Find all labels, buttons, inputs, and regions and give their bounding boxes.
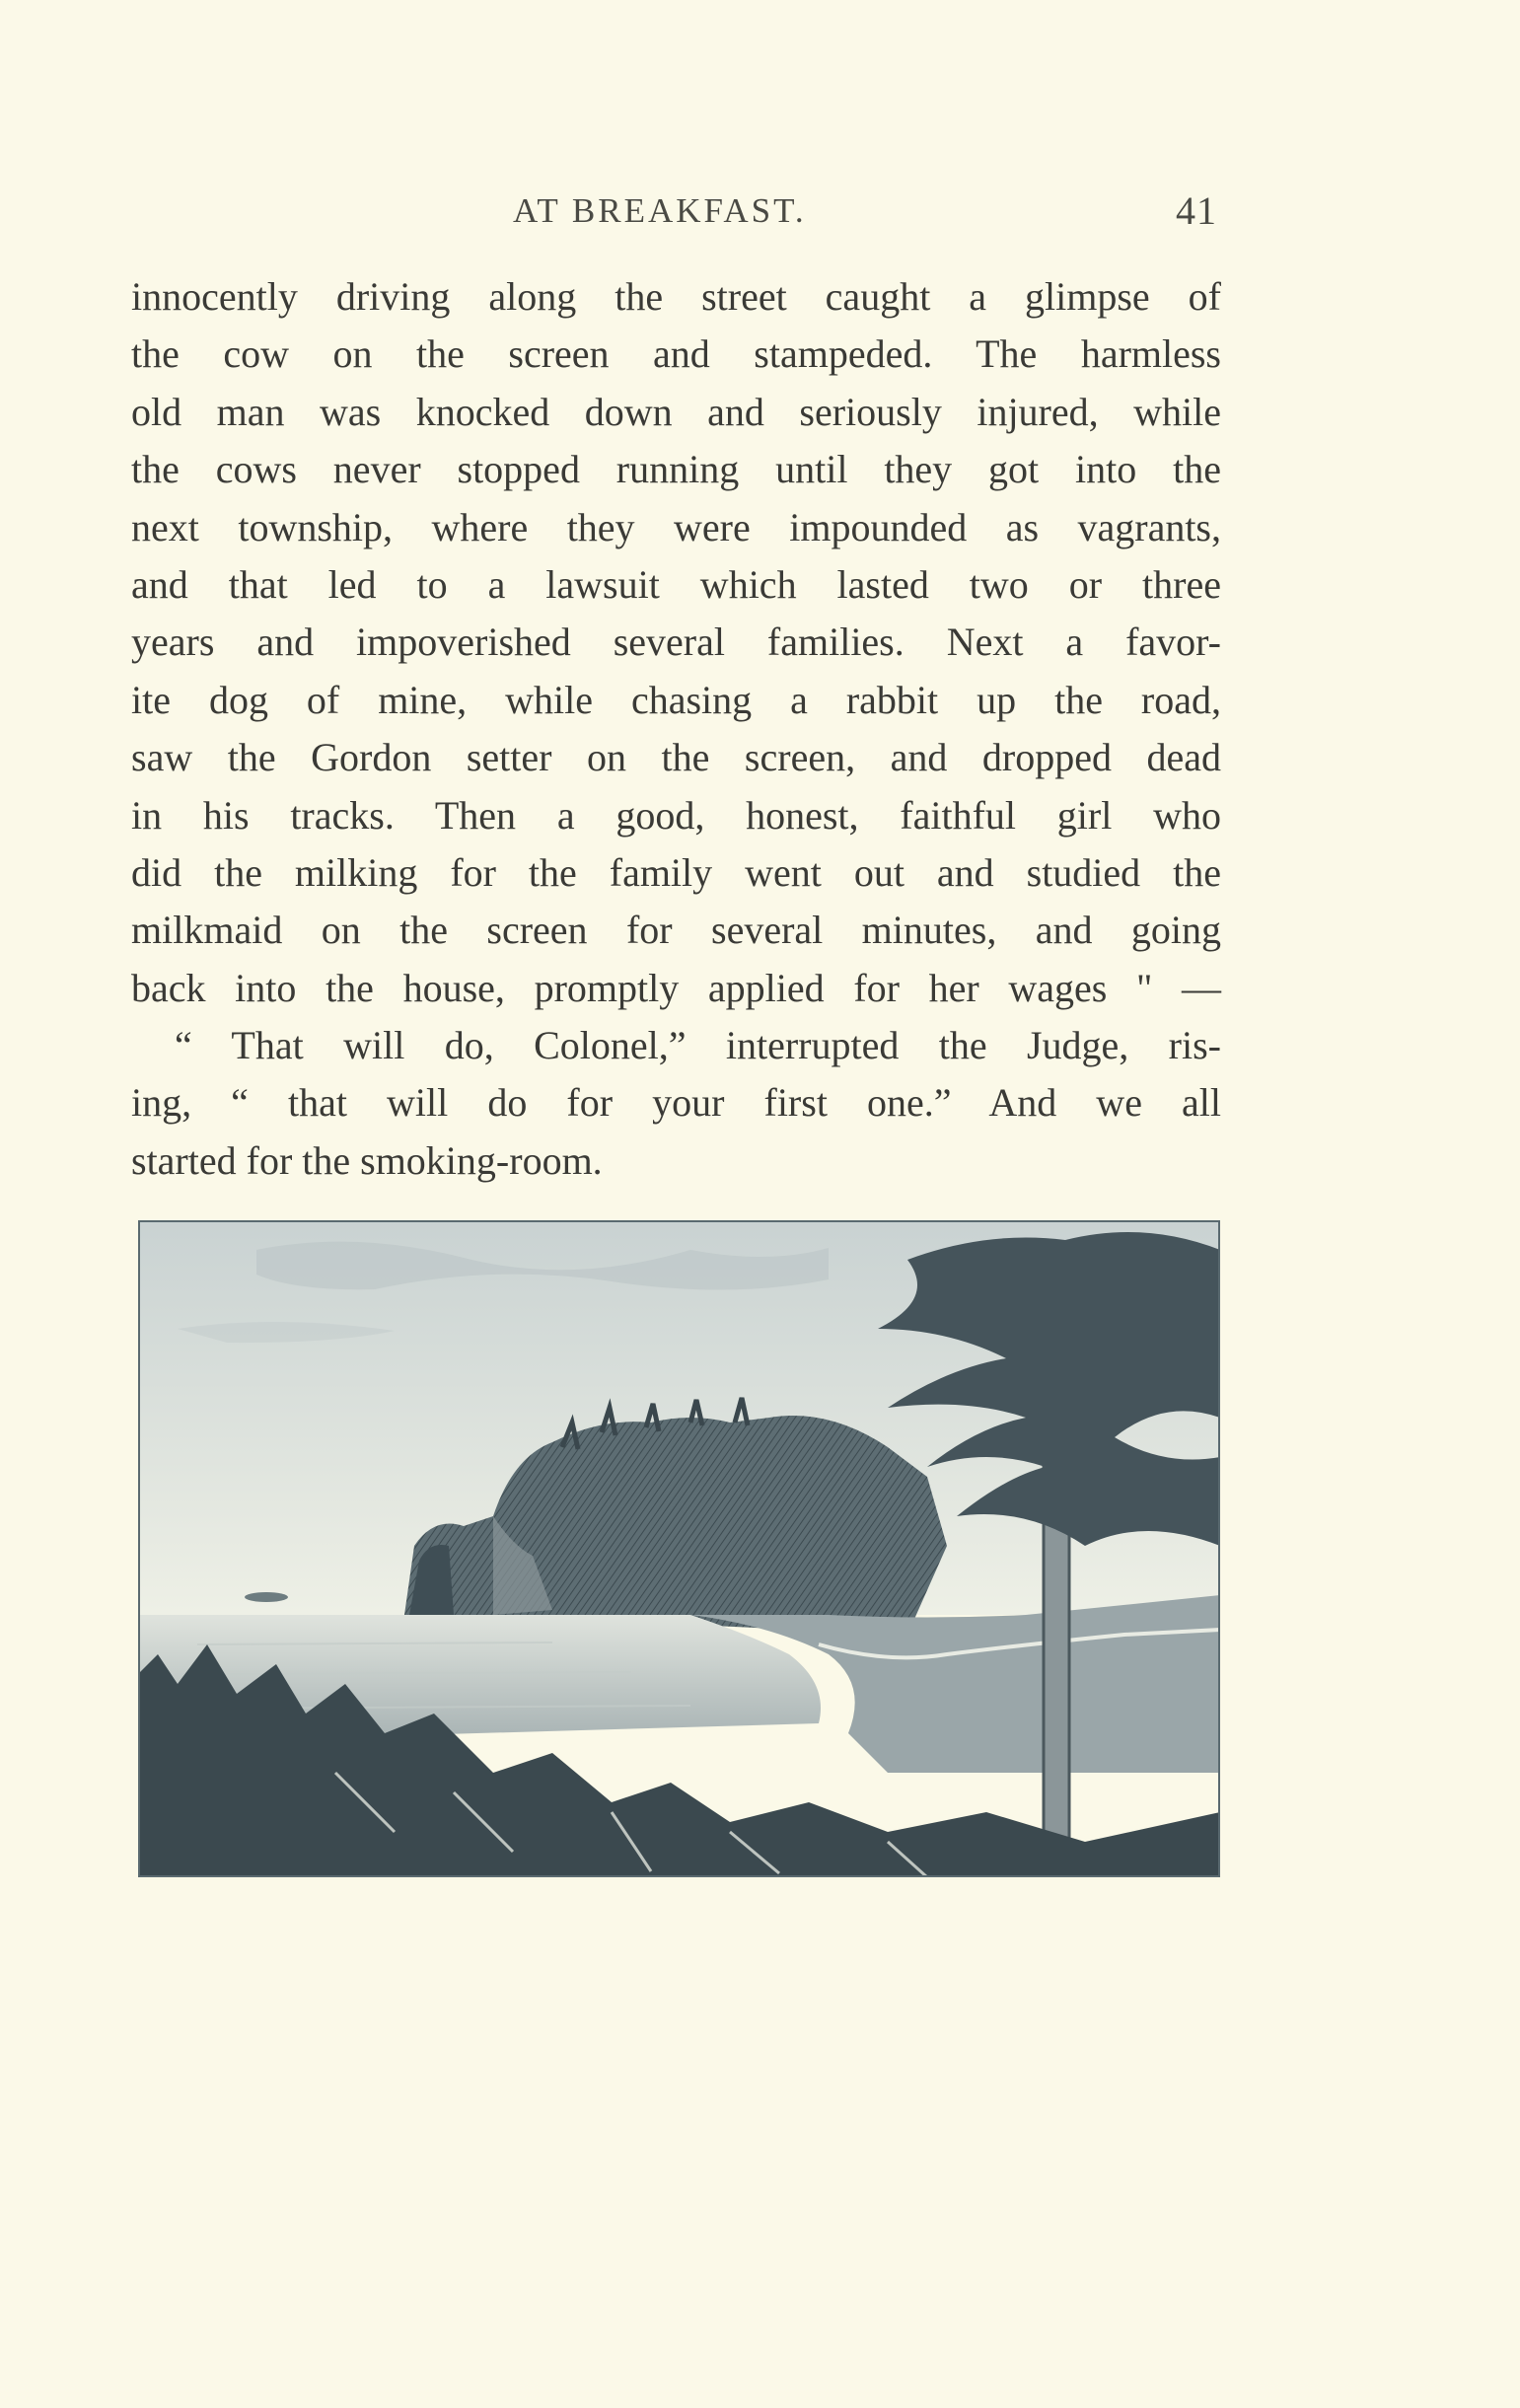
- text-line: did the milking for the family went out and studied the: [131, 849, 1221, 895]
- text-line: old man was knocked down and seriously injured, while: [131, 389, 1221, 434]
- coastal-landscape-engraving: [138, 1220, 1220, 1877]
- engraving-svg: [138, 1220, 1220, 1877]
- text-line: the cow on the screen and stampeded. The harmless: [131, 331, 1221, 377]
- running-head: AT BREAKFAST.: [513, 191, 807, 230]
- text-line: back into the house, promptly applied for her wages " —: [131, 965, 1221, 1010]
- text-line: years and impoverished several families. Next a favor-: [131, 620, 1221, 665]
- text-line: ing, “ that will do for your first one.” And we all: [131, 1080, 1221, 1126]
- text-line: milkmaid on the screen for several minutes, and going: [131, 908, 1221, 953]
- text-line: “ That will do, Colonel,” interrupted the Judge, ris-: [175, 1023, 1221, 1068]
- text-line: saw the Gordon setter on the screen, and dropped dead: [131, 735, 1221, 780]
- body-text: [131, 268, 1221, 1190]
- text-line: started for the smoking-room.: [131, 1137, 603, 1183]
- text-line: the cows never stopped running until they got into the: [131, 447, 1221, 492]
- text-line: next township, where they were impounded as vagrants,: [131, 504, 1221, 549]
- distant-islet: [245, 1592, 288, 1602]
- text-line: in his tracks. Then a good, honest, faithful girl who: [131, 792, 1221, 838]
- text-line: innocently driving along the street caught a glimpse of: [131, 274, 1221, 319]
- page-number: 41: [1176, 188, 1217, 233]
- text-line: ite dog of mine, while chasing a rabbit up the road,: [131, 677, 1221, 722]
- text-line: and that led to a lawsuit which lasted two or three: [131, 561, 1221, 607]
